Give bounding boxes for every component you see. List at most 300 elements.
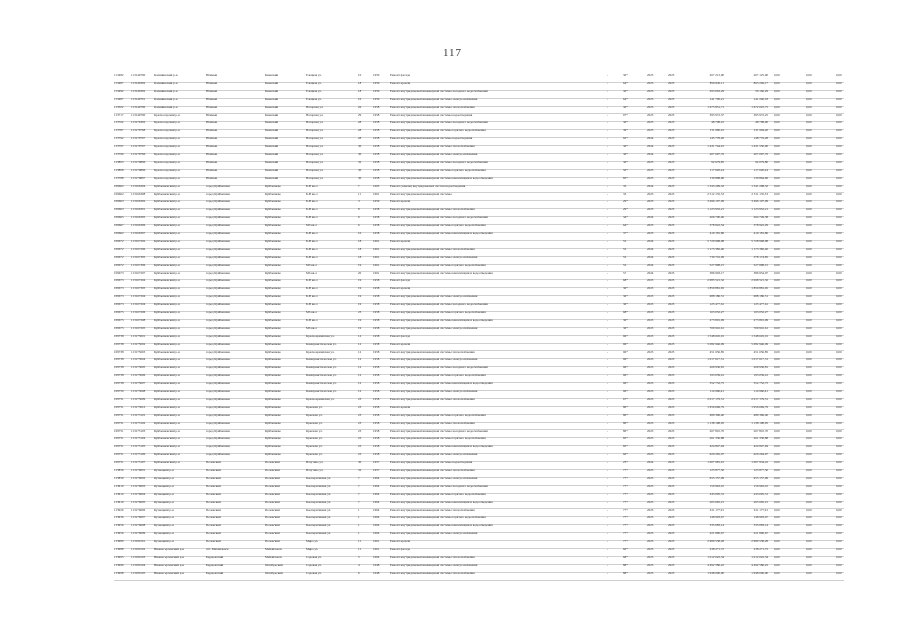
cell-code: 113176001: [131, 469, 146, 472]
cell-code: 113176002: [131, 476, 146, 480]
cell-street: Кооперативная ул.: [306, 500, 332, 504]
cell-house: 18: [358, 81, 362, 85]
cell-extra-1: 0,00: [774, 421, 780, 425]
cell-municipality: Октябрьский: [265, 563, 283, 567]
cell-okrug: город Куйбышево: [206, 287, 231, 291]
cell-street: Красноармейская ул.: [306, 350, 335, 354]
cell-year: 1965: [373, 184, 380, 188]
cell-work: Ремонт внутридомовой инженерной системы канализации и водоотведения: [390, 271, 493, 275]
cell-district: Калининский р-н: [154, 74, 178, 77]
cell-code: 113179706: [131, 153, 146, 156]
cell-year: 1964: [373, 500, 380, 504]
cell-house: 7: [358, 484, 360, 488]
cell-district: Куйбышевский р-н: [154, 311, 180, 314]
cell-year: 1961: [373, 548, 380, 551]
cell-extra-1: 0,00: [774, 318, 780, 322]
cell-okrug: Южный: [206, 89, 218, 93]
cell-code: 113167206: [131, 247, 146, 251]
cell-district: Куйбышевский р-н: [154, 382, 180, 386]
cell-year-end: 2025: [668, 279, 675, 283]
cell-code: 113179806: [131, 168, 146, 172]
cell-year-start: 2023: [647, 397, 654, 401]
cell-cost: 1 956 669,79: [707, 405, 724, 409]
cell-id: 109662: [114, 184, 124, 188]
cell-extra-2: 0,00: [806, 176, 812, 180]
cell-extra-2: 0,00: [806, 532, 812, 536]
cell-id: 113788: [114, 176, 124, 180]
cell-house: 30: [358, 461, 362, 465]
cell-municipality: Куйбышево: [265, 366, 281, 370]
cell-unit: -: [607, 350, 609, 354]
cell-cost-b: 163 052,27: [753, 311, 768, 314]
cell-house: 23: [358, 453, 362, 457]
cell-code: 113179707: [131, 137, 146, 141]
cell-year: 1958: [373, 295, 380, 299]
cell-work: Ремонт внутридомовой инженерной системы электроснабжения: [390, 532, 478, 536]
cell-work: Ремонт внутридомовой инженерной системы канализации и водоотведения: [390, 318, 493, 322]
cell-cost: 267 213,00: [709, 74, 724, 77]
cell-code: 113179302: [131, 121, 146, 125]
cell-okrug: Полевский: [206, 469, 221, 472]
cell-year-end: 2025: [668, 397, 675, 401]
cell-extra-1: 0,00: [774, 397, 780, 401]
cell-year-start: 2025: [647, 500, 654, 504]
cell-id: 113797: [114, 145, 124, 149]
cell-municipality: Куйбышево: [265, 232, 281, 235]
cell-municipality: Полевский: [265, 484, 280, 488]
cell-unit: -: [607, 453, 609, 457]
cell-extra-2: 0,00: [806, 397, 812, 401]
cell-work: Ремонт кровли: [390, 540, 411, 544]
cell-year-end: 2025: [668, 508, 675, 512]
cell-year-end: 2025: [668, 532, 675, 536]
cell-municipality: Куйбышево: [265, 239, 281, 243]
cell-volume: 77*: [623, 516, 628, 520]
cell-work: Ремонт фасада: [390, 279, 411, 283]
cell-unit: -: [607, 366, 609, 370]
cell-year: 1964: [373, 492, 380, 496]
cell-id: 113487: [114, 81, 124, 85]
cell-street: Мб кв-л: [306, 263, 317, 267]
cell-cost: 2 017 179,51: [707, 397, 724, 401]
cell-extra-2: 0,00: [806, 437, 812, 441]
cell-cost: 125 477,61: [709, 303, 724, 307]
cell-work: Ремонт внутридомовой инженерной системы горячего водоснабжения: [390, 516, 486, 520]
cell-extra-2: 0,00: [806, 74, 812, 77]
cell-work: Ремонт кровли: [390, 405, 411, 409]
cell-okrug: Южный: [206, 168, 218, 172]
cell-cost-b: 261 336,88: [753, 437, 768, 441]
cell-extra-2: 0,00: [806, 326, 812, 330]
cell-year-end: 2025: [668, 492, 675, 496]
cell-id: 109667: [114, 224, 124, 228]
cell-extra-2: 0,00: [806, 224, 812, 228]
cell-district: Куйбышевский р-н: [154, 366, 180, 370]
cell-extra-3: 0,00: [836, 129, 842, 133]
cell-unit: -: [607, 476, 609, 480]
cell-year-end: 2025: [668, 429, 675, 433]
cell-cost: 1 343 299,32: [707, 184, 724, 188]
cell-okrug: город Куйбышево: [206, 366, 231, 370]
cell-cost: 145 778,26: [709, 137, 724, 141]
cell-volume: 37*: [623, 232, 628, 235]
cell-code: 113175005: [131, 366, 146, 370]
cell-id: 109675: [114, 326, 124, 330]
cell-municipality: Куйбышево: [265, 208, 281, 212]
cell-house: 12: [358, 334, 362, 338]
cell-volume: 77*: [623, 532, 628, 536]
cell-extra-3: 0,00: [836, 160, 842, 164]
cell-extra-3: 0,00: [836, 97, 842, 101]
cell-extra-3: 0,00: [836, 318, 842, 322]
cell-year-start: 2023: [647, 105, 654, 109]
cell-unit: -: [607, 129, 609, 133]
cell-year: 1958: [373, 216, 380, 220]
cell-work: Ремонт внутридомовой инженерной системы водоотведения: [390, 113, 473, 117]
cell-year-start: 2024: [647, 145, 654, 149]
cell-okrug: город Куйбышево: [206, 390, 231, 393]
cell-extra-1: 0,00: [774, 105, 780, 109]
cell-house: 19: [358, 263, 362, 267]
cell-municipality: Полевский: [265, 508, 280, 512]
cell-municipality: Киевский: [265, 137, 279, 141]
cell-work: Ремонт фасада: [390, 334, 411, 338]
cell-okrug: город Куйбышево: [206, 437, 231, 441]
cell-district: Калининский р-н: [154, 81, 178, 85]
cell-id: 109672: [114, 239, 124, 243]
cell-work: Ремонт внутридомовой инженерной системы канализации и водоотведения: [390, 524, 493, 528]
cell-house: 10: [358, 97, 362, 101]
cell-unit: -: [607, 571, 609, 575]
cell-extra-1: 0,00: [774, 153, 780, 156]
cell-year-end: 2025: [668, 224, 675, 228]
cell-cost: 117 620,24: [709, 168, 724, 172]
cell-year: 1958: [373, 129, 380, 133]
cell-cost-b: 209 936,81: [753, 366, 768, 370]
cell-id: 113919: [114, 500, 124, 504]
cell-house: 20: [358, 271, 362, 275]
cell-extra-2: 0,00: [806, 232, 812, 235]
cell-house: 23: [358, 437, 362, 441]
cell-volume: 30*: [623, 160, 628, 164]
cell-year-start: 2023: [647, 563, 654, 567]
cell-street: Кооперативная ул.: [306, 484, 332, 488]
cell-house: 29: [358, 113, 362, 117]
cell-year-start: 2023: [647, 429, 654, 433]
cell-okrug: город Куйбышево: [206, 421, 231, 425]
cell-municipality: Полевский: [265, 540, 280, 544]
cell-cost: 620 265,07: [709, 453, 724, 457]
cell-cost: 92 679,85: [711, 160, 724, 164]
cell-year-end: 2025: [668, 390, 675, 393]
cell-municipality: Куйбышево: [265, 390, 281, 393]
cell-unit: -: [607, 358, 609, 362]
cell-volume: 23*: [623, 461, 628, 465]
cell-cost-b: 267 125,00: [753, 74, 768, 77]
cell-cost: 856 845,11: [709, 81, 724, 85]
cell-okrug: город Куйбышево: [206, 342, 231, 346]
cell-extra-3: 0,00: [836, 350, 842, 354]
cell-year-end: 2025: [668, 500, 675, 504]
cell-id: 113996: [114, 563, 124, 567]
cell-okrug: город Куйбышево: [206, 255, 231, 259]
cell-district: Калининский р-н: [154, 89, 178, 93]
cell-district: Куйбышевский р-н: [154, 216, 180, 220]
cell-code: 113180105: [131, 571, 146, 575]
cell-id: 109738: [114, 358, 124, 362]
cell-volume: 68*: [623, 311, 628, 314]
cell-extra-2: 0,00: [806, 239, 812, 243]
cell-year: 1958: [373, 405, 380, 409]
cell-work: Ремонт кровли: [390, 81, 411, 85]
cell-unit: -: [607, 192, 609, 196]
cell-extra-2: 0,00: [806, 334, 812, 338]
cell-extra-1: 0,00: [774, 89, 780, 93]
cell-extra-2: 0,00: [806, 492, 812, 496]
cell-cost: 688 186,51: [709, 295, 724, 299]
cell-extra-2: 0,00: [806, 500, 812, 504]
cell-work: Ремонт внутридомовой инженерной системы горячего водоснабжения: [390, 129, 486, 133]
cell-volume: 77*: [623, 484, 628, 488]
cell-cost-b: 267 810,70: [753, 429, 768, 433]
cell-year-start: 2023: [647, 113, 654, 117]
cell-extra-1: 0,00: [774, 145, 780, 149]
cell-extra-1: 0,00: [774, 390, 780, 393]
cell-id: 109738: [114, 366, 124, 370]
cell-work: Ремонт внутридомовой инженерной системы теплоснабжения: [390, 508, 475, 512]
cell-extra-2: 0,00: [806, 413, 812, 417]
cell-street: Мб кв-л: [306, 326, 317, 330]
cell-year-start: 2023: [647, 311, 654, 314]
cell-extra-3: 0,00: [836, 263, 842, 267]
cell-municipality: Куйбышево: [265, 287, 281, 291]
cell-district: Куйбышевский р-н: [154, 303, 180, 307]
cell-cost-b: 4 492 586,22: [751, 563, 768, 567]
cell-year-start: 2023: [647, 326, 654, 330]
cell-cost: 527 898,15: [709, 263, 724, 267]
cell-year: 1958: [373, 105, 380, 109]
cell-cost-b: 655 157,09: [753, 476, 768, 480]
cell-district: Красногорский р-н: [154, 160, 180, 164]
cell-cost-b: 335 083,14: [753, 524, 768, 528]
cell-municipality: Куйбышево: [265, 374, 281, 378]
cell-extra-1: 0,00: [774, 405, 780, 409]
cell-unit: -: [607, 113, 609, 117]
cell-extra-2: 0,00: [806, 311, 812, 314]
cell-district: Куйбышевский р-н: [154, 350, 180, 354]
cell-cost-b: 265 665,21: [753, 500, 768, 504]
cell-house: 23: [358, 445, 362, 449]
cell-extra-1: 0,00: [774, 437, 780, 441]
cell-volume: 53: [623, 247, 627, 251]
cell-year: 1958: [373, 429, 380, 433]
cell-house: 12: [358, 366, 362, 370]
cell-district: Нижнесергинский р-н: [154, 548, 185, 551]
cell-id: 113808: [114, 168, 124, 172]
cell-cost-b: 2 511 135,53: [751, 192, 768, 196]
cell-district: Красногорский р-н: [154, 145, 180, 149]
cell-unit: -: [607, 216, 609, 220]
cell-year-end: 2025: [668, 437, 675, 441]
cell-okrug: Южный: [206, 153, 218, 156]
cell-work: Ремонт внутридомовой инженерной системы теплоснабжения: [390, 105, 475, 109]
cell-street: Б-В кв-л: [306, 232, 318, 235]
cell-id: 113492: [114, 89, 124, 93]
cell-extra-2: 0,00: [806, 303, 812, 307]
cell-year-start: 2025: [647, 476, 654, 480]
cell-id: 109673: [114, 279, 124, 283]
cell-code: 113149302: [131, 89, 146, 93]
cell-code: 113175010: [131, 405, 146, 409]
cell-unit: -: [607, 429, 609, 433]
cell-street: Нагорная ул.: [306, 160, 324, 164]
cell-okrug: город Куйбышево: [206, 200, 231, 204]
cell-year-start: 2024: [647, 271, 654, 275]
cell-code: 113175105: [131, 445, 146, 449]
cell-year-end: 2025: [668, 524, 675, 528]
cell-year-end: 2025: [668, 382, 675, 386]
cell-cost: 293 063,29: [709, 89, 724, 93]
cell-volume: 30*: [623, 74, 628, 77]
cell-cost-b: 395 972,25: [753, 113, 768, 117]
cell-volume: 96*: [623, 374, 628, 378]
cell-district: Калининский р-н: [154, 97, 178, 101]
cell-street: Б-В кв-л: [306, 184, 318, 188]
cell-id: 109751: [114, 461, 124, 465]
cell-year: 1958: [373, 413, 380, 417]
cell-volume: 88*: [623, 563, 628, 567]
cell-year: 1958: [373, 374, 380, 378]
cell-year-start: 2023: [647, 121, 654, 125]
cell-house: 19: [358, 279, 362, 283]
cell-street: Нагорная ул.: [306, 129, 324, 133]
cell-unit: -: [607, 263, 609, 267]
cell-extra-2: 0,00: [806, 540, 812, 544]
cell-id: 113787: [114, 129, 124, 133]
cell-volume: 60*: [623, 453, 628, 457]
cell-municipality: Куйбышево: [265, 342, 281, 346]
cell-volume: 96*: [623, 390, 628, 393]
cell-house: 26: [358, 105, 362, 109]
cell-volume: 30*: [623, 295, 628, 299]
cell-extra-1: 0,00: [774, 358, 780, 362]
cell-unit: -: [607, 540, 609, 544]
cell-municipality: Куйбышево: [265, 350, 281, 354]
cell-municipality: Куйбышево: [265, 318, 281, 322]
cell-extra-2: 0,00: [806, 160, 812, 164]
cell-extra-3: 0,00: [836, 397, 842, 401]
cell-district: Кузнецкий р-н: [154, 516, 174, 520]
cell-unit: -: [607, 413, 609, 417]
cell-extra-2: 0,00: [806, 350, 812, 354]
cell-municipality: Полевский: [265, 524, 280, 528]
cell-work: Ремонт внутридомовой инженерной системы теплоснабжения: [390, 145, 475, 149]
cell-year-start: 2023: [647, 232, 654, 235]
cell-year-start: 2025: [647, 508, 654, 512]
cell-okrug: город Куйбышево: [206, 453, 231, 457]
cell-code: 113175102: [131, 421, 146, 425]
cell-extra-2: 0,00: [806, 121, 812, 125]
cell-municipality: Куйбышево: [265, 421, 281, 425]
cell-cost: 451 656,85: [709, 350, 724, 354]
cell-volume: 30*: [623, 105, 628, 109]
cell-year: 1959: [373, 74, 380, 77]
cell-house: 18: [358, 255, 362, 259]
cell-okrug: Южный: [206, 74, 218, 77]
cell-code: 113175004: [131, 358, 146, 362]
cell-extra-3: 0,00: [836, 105, 842, 109]
cell-street: Коммунистическая ул.: [306, 358, 337, 362]
cell-cost: 611 177,91: [709, 508, 724, 512]
cell-cost-b: 378 922,29: [753, 224, 768, 228]
cell-volume: 30*: [623, 318, 628, 322]
cell-extra-1: 0,00: [774, 366, 780, 370]
cell-year-end: 2025: [668, 145, 675, 149]
cell-okrug: город Куйбышево: [206, 216, 231, 220]
cell-house: 23: [358, 421, 362, 425]
cell-extra-2: 0,00: [806, 508, 812, 512]
cell-year-end: 2025: [668, 105, 675, 109]
cell-cost-b: 238 271,72: [753, 548, 768, 551]
cell-id: 109751: [114, 429, 124, 433]
cell-extra-1: 0,00: [774, 295, 780, 299]
cell-cost-b: 2 980 538,28: [751, 540, 768, 544]
cell-house: 18: [358, 247, 362, 251]
cell-volume: 30*: [623, 326, 628, 330]
cell-volume: 60*: [623, 548, 628, 551]
cell-work: Ремонт внутридомовой инженерной системы горячего водоснабжения: [390, 263, 486, 267]
cell-extra-3: 0,00: [836, 413, 842, 417]
cell-extra-3: 0,00: [836, 224, 842, 228]
cell-extra-1: 0,00: [774, 247, 780, 251]
cell-okrug: Полевский: [206, 476, 221, 480]
cell-house: 1: [358, 532, 360, 536]
cell-extra-1: 0,00: [774, 97, 780, 101]
cell-extra-1: 0,00: [774, 469, 780, 472]
cell-year-start: 2023: [647, 97, 654, 101]
cell-house: 32: [358, 469, 362, 472]
cell-cost-b: 1 007 934,16: [751, 461, 768, 465]
cell-extra-3: 0,00: [836, 121, 842, 125]
cell-year: 1958: [373, 350, 380, 354]
cell-code: 113167208: [131, 318, 146, 322]
cell-extra-1: 0,00: [774, 239, 780, 243]
cell-cost-b: 527 898,15: [753, 263, 768, 267]
cell-cost: 1 431 744,91: [707, 145, 724, 149]
cell-extra-2: 0,00: [806, 184, 812, 188]
cell-year-end: 2025: [668, 97, 675, 101]
cell-id: 109672: [114, 263, 124, 267]
cell-extra-1: 0,00: [774, 476, 780, 480]
cell-code: 113149302: [131, 81, 146, 85]
cell-id: 109662: [114, 232, 124, 235]
cell-volume: 77*: [623, 492, 628, 496]
cell-district: Куйбышевский р-н: [154, 184, 180, 188]
cell-id: 109672: [114, 247, 124, 251]
cell-okrug: город Куйбышево: [206, 239, 231, 243]
cell-volume: 85*: [623, 445, 628, 449]
cell-extra-3: 0,00: [836, 81, 842, 85]
cell-cost: 424 847,94: [709, 445, 724, 449]
cell-unit: -: [607, 492, 609, 496]
cell-id: 113762: [114, 121, 124, 125]
cell-unit: -: [607, 524, 609, 528]
cell-district: Куйбышевский р-н: [154, 374, 180, 378]
cell-cost-b: 1 017 617,51: [751, 358, 768, 362]
cell-code: 113149701: [131, 97, 146, 101]
cell-cost-b: 709 916,61: [753, 326, 768, 330]
cell-code: 113175006: [131, 374, 146, 378]
